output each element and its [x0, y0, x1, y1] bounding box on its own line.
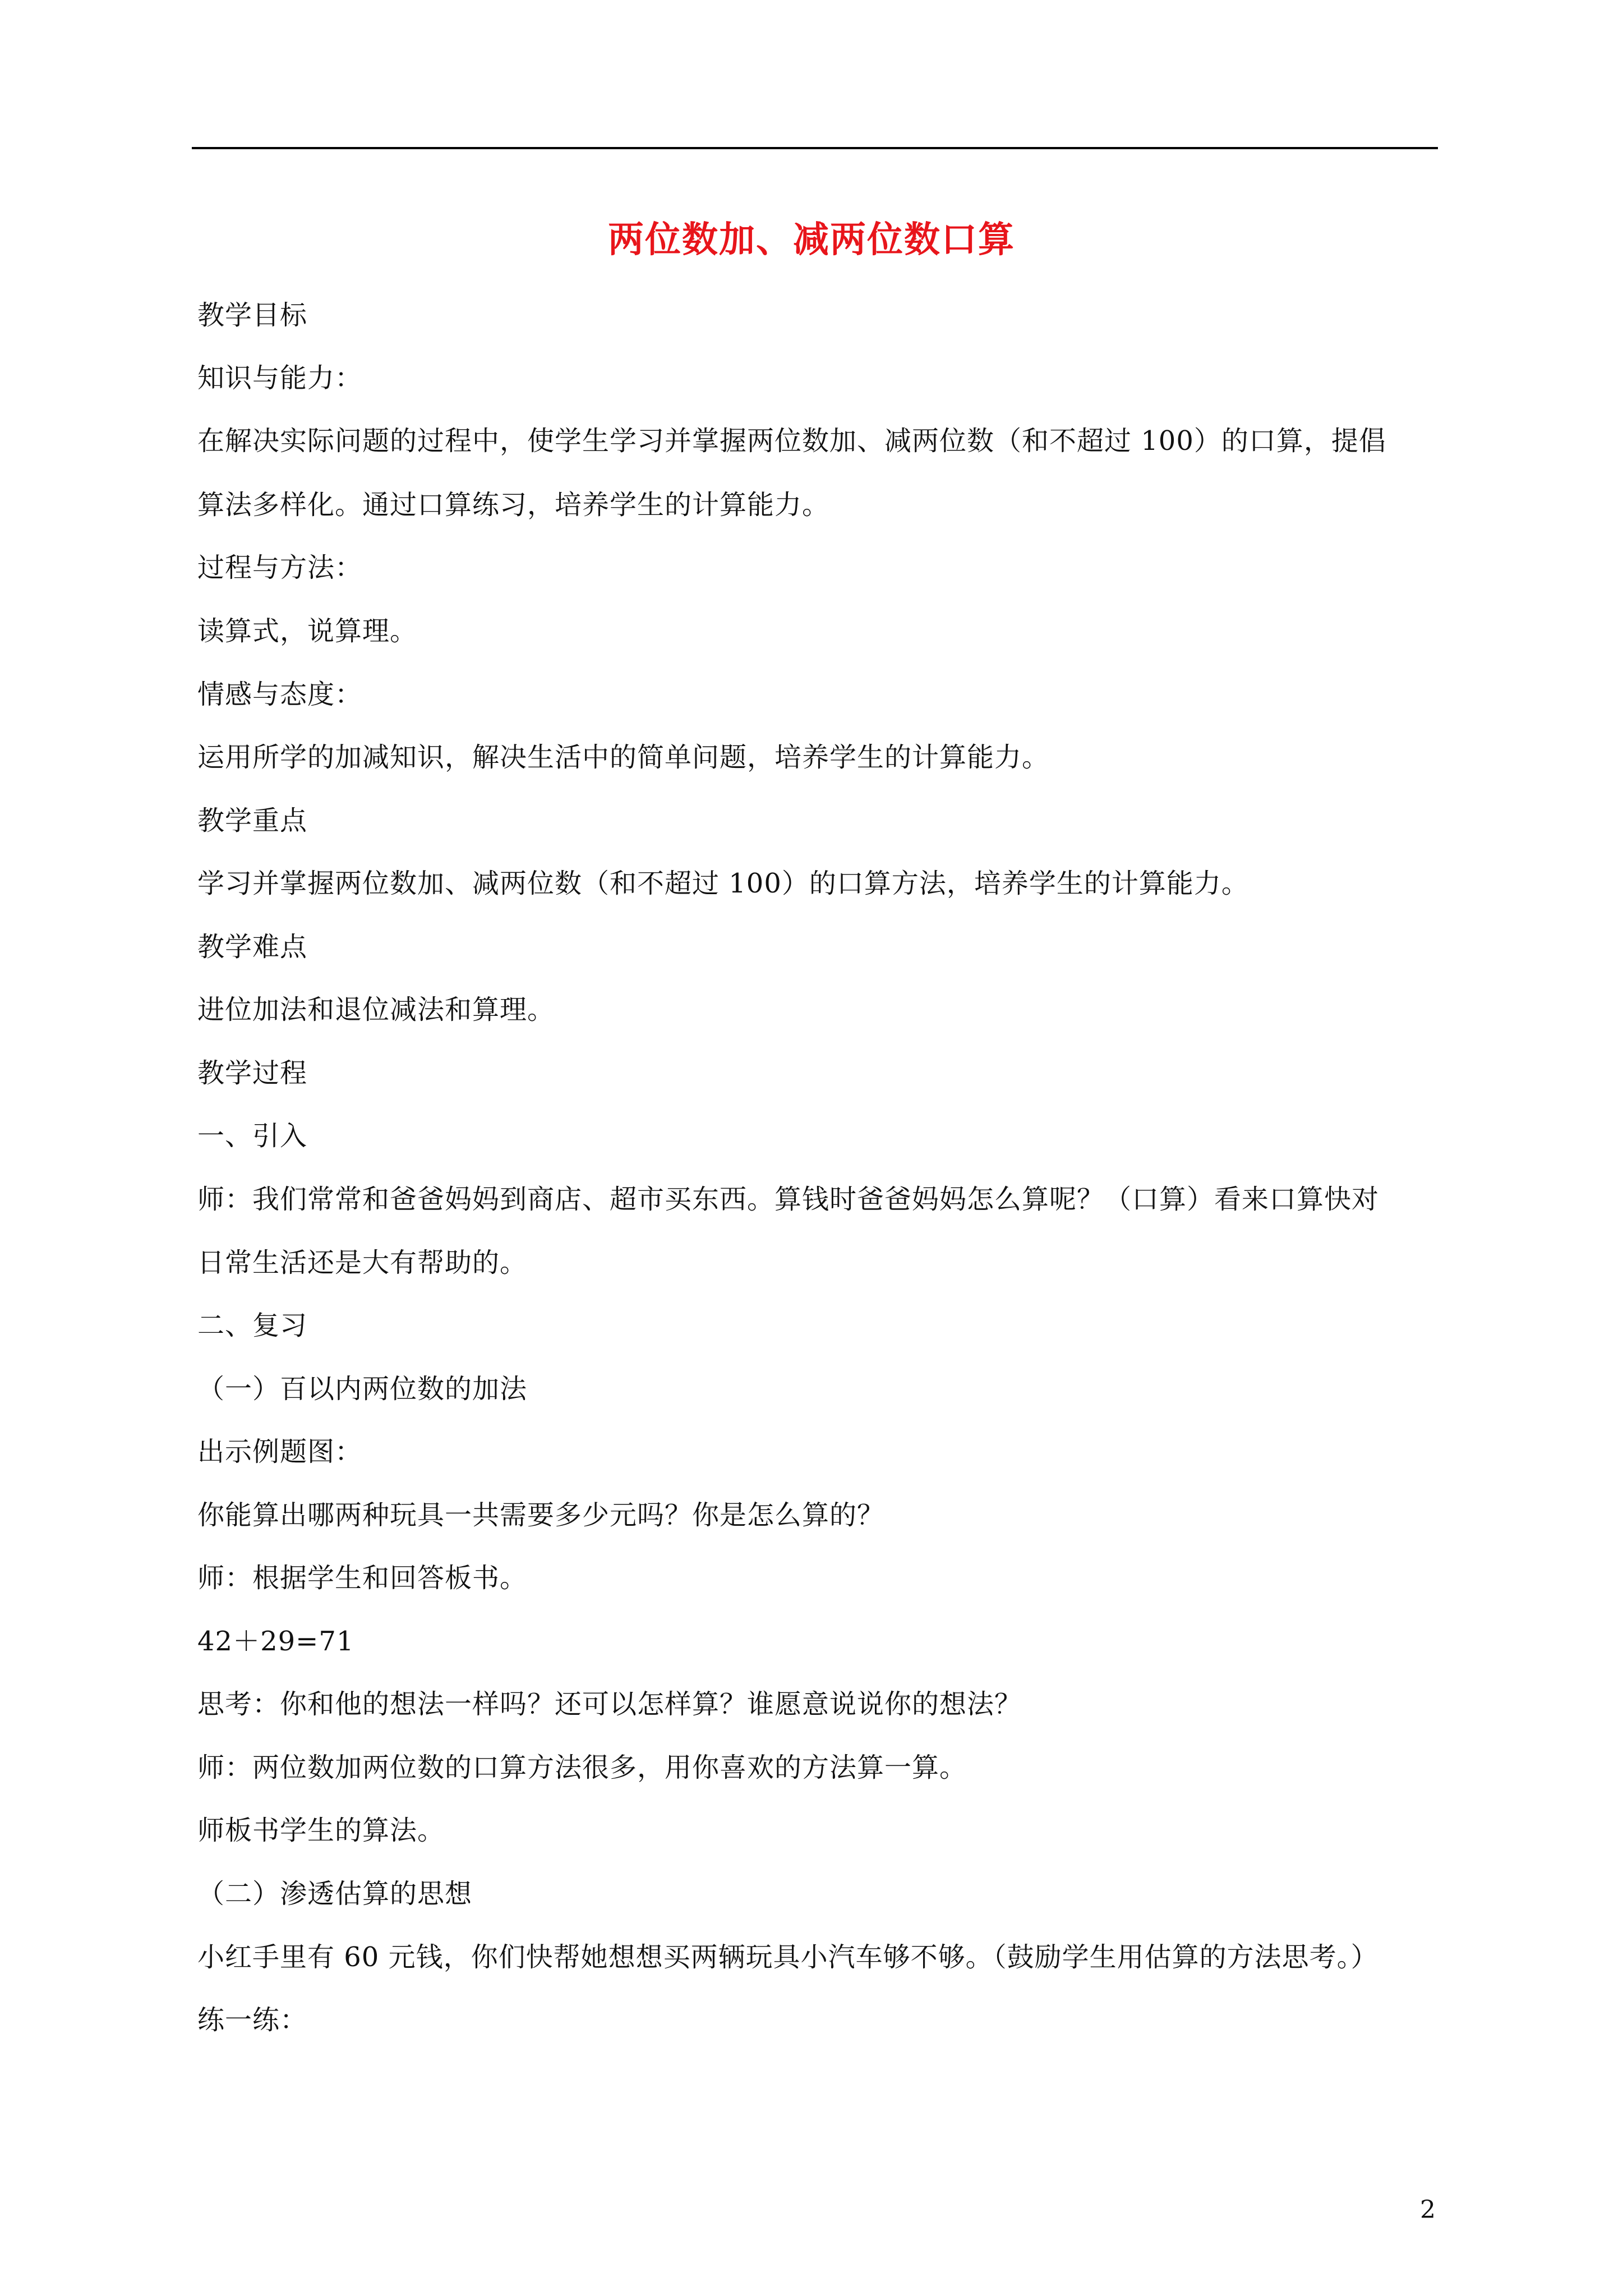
- text-line: 思考：你和他的想法一样吗？还可以怎样算？谁愿意说说你的想法？: [197, 1688, 1022, 1720]
- text-line: （二）渗透估算的思想: [197, 1878, 473, 1910]
- text-line: 小红手里有 60 元钱，你们快帮她想想买两辆玩具小汽车够不够。（鼓励学生用估算的方法思考。）: [197, 1941, 1378, 1973]
- text-line: 教学难点: [197, 931, 308, 963]
- text-line: 读算式，说算理。: [197, 615, 418, 647]
- text-line: 过程与方法：: [197, 552, 363, 583]
- text-line: 教学目标: [197, 300, 308, 331]
- text-line: 你能算出哪两种玩具一共需要多少元吗？你是怎么算的？: [197, 1499, 885, 1531]
- text-line: 情感与态度：: [197, 679, 363, 710]
- text-line: 教学重点: [197, 805, 308, 836]
- text-line: 教学过程: [197, 1057, 308, 1089]
- text-line: 师板书学生的算法。: [197, 1815, 445, 1846]
- header-rule: [192, 147, 1438, 149]
- text-line: 师：我们常常和爸爸妈妈到商店、超市买东西。算钱时爸爸妈妈怎么算呢？（口算）看来口算快对: [197, 1184, 1380, 1215]
- text-line: 日常生活还是大有帮助的。: [197, 1247, 528, 1278]
- document-title: 两位数加、减两位数口算: [608, 219, 1015, 261]
- text-line: 出示例题图：: [197, 1436, 363, 1467]
- text-line: 师：两位数加两位数的口算方法很多，用你喜欢的方法算一算。: [197, 1752, 967, 1783]
- text-line: 进位加法和退位减法和算理。: [197, 994, 555, 1025]
- text-line: 一、引入: [197, 1120, 308, 1152]
- text-line: 算法多样化。通过口算练习，培养学生的计算能力。: [197, 489, 830, 521]
- text-line: 42＋29=71: [197, 1626, 354, 1657]
- text-line: 知识与能力：: [197, 362, 363, 394]
- text-line: 在解决实际问题的过程中，使学生学习并掌握两位数加、减两位数（和不超过 100）的口算，提倡: [197, 425, 1386, 457]
- text-line: 练一练：: [197, 2004, 308, 2036]
- text-line: 师：根据学生和回答板书。: [197, 1562, 528, 1594]
- text-line: （一）百以内两位数的加法: [197, 1373, 528, 1405]
- text-line: 学习并掌握两位数加、减两位数（和不超过 100）的口算方法，培养学生的计算能力。: [197, 868, 1249, 899]
- text-line: 二、复习: [197, 1310, 308, 1341]
- page-number: 2: [1420, 2196, 1436, 2224]
- text-line: 运用所学的加减知识，解决生活中的简单问题，培养学生的计算能力。: [197, 742, 1050, 773]
